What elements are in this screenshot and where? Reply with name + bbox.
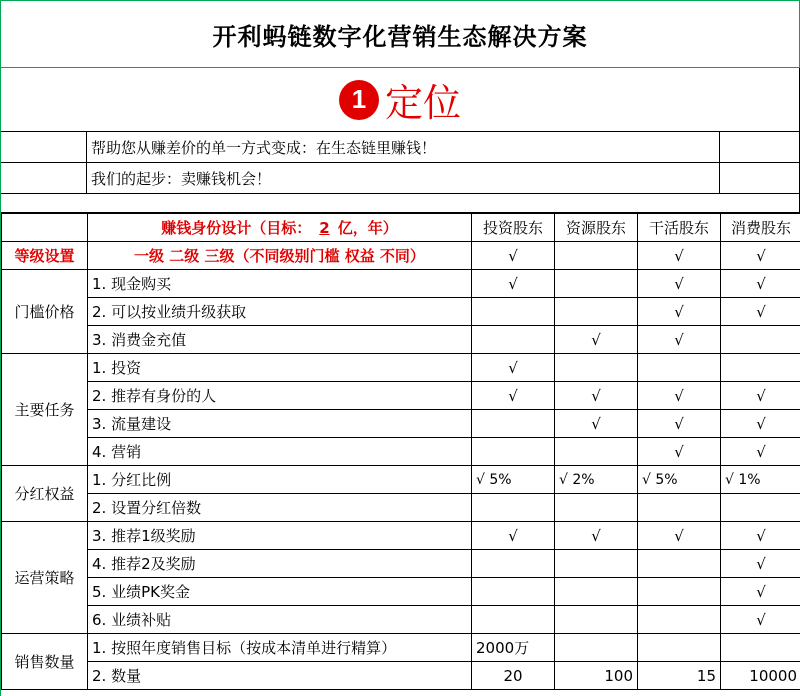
item-label[interactable]: 4. 推荐2及奖励: [88, 550, 472, 578]
check-cell[interactable]: √: [555, 522, 638, 550]
check-cell[interactable]: √: [721, 550, 800, 578]
check-cell[interactable]: [472, 326, 555, 354]
level-label[interactable]: 等级设置: [2, 242, 88, 270]
check-cell[interactable]: √: [472, 270, 555, 298]
blank-cell[interactable]: [555, 634, 638, 662]
intro-row-2: [1, 163, 800, 194]
check-cell[interactable]: [472, 578, 555, 606]
sales-target-value[interactable]: 2000万: [472, 634, 555, 662]
table-row: [2, 438, 800, 466]
check-cell[interactable]: [638, 354, 721, 382]
table-row: [2, 494, 800, 522]
header-blank-cell[interactable]: [2, 214, 88, 242]
level-mark[interactable]: √: [638, 242, 721, 270]
section-header: [1, 68, 800, 132]
dividend-ratio-cell[interactable]: √ 1%: [721, 466, 800, 494]
check-cell[interactable]: [555, 494, 638, 522]
check-cell[interactable]: [721, 326, 800, 354]
check-cell[interactable]: [555, 354, 638, 382]
column-header-2[interactable]: 资源股东: [555, 214, 638, 242]
level-text[interactable]: 一级 二级 三级（不同级别门槛 权益 不同）: [88, 242, 472, 270]
check-cell[interactable]: √: [638, 382, 721, 410]
check-cell[interactable]: √: [638, 410, 721, 438]
design-title-part: 赚钱身份设计（目标：: [161, 219, 312, 237]
item-label[interactable]: 2. 设置分红倍数: [88, 494, 472, 522]
design-title-cell[interactable]: [88, 214, 472, 242]
table-row: [2, 298, 800, 326]
check-cell[interactable]: [472, 410, 555, 438]
sheet-title: 开利蚂链数字化营销生态解决方案: [1, 1, 800, 68]
table-row: [2, 270, 800, 298]
check-cell[interactable]: √: [638, 438, 721, 466]
item-label[interactable]: 2. 推荐有身份的人: [88, 382, 472, 410]
check-cell[interactable]: √: [472, 522, 555, 550]
check-cell[interactable]: √: [555, 382, 638, 410]
check-cell[interactable]: [472, 494, 555, 522]
dividend-ratio-cell[interactable]: √ 2%: [555, 466, 638, 494]
intro-blank-cell[interactable]: [1, 132, 87, 162]
check-cell[interactable]: √: [721, 382, 800, 410]
check-cell[interactable]: [472, 550, 555, 578]
check-cell[interactable]: [721, 494, 800, 522]
sales-row-1: [2, 634, 800, 662]
section-title: 定位: [384, 81, 461, 125]
check-cell[interactable]: [472, 298, 555, 326]
design-title-part: 亿，年）: [337, 219, 398, 237]
check-cell[interactable]: [555, 550, 638, 578]
check-cell[interactable]: √: [721, 298, 800, 326]
intro-blank-cell[interactable]: [720, 132, 800, 162]
spacer-row[interactable]: [1, 194, 800, 213]
design-target-value: 2: [319, 219, 330, 237]
item-label[interactable]: 1. 现金购买: [88, 270, 472, 298]
dividend-ratio-cell[interactable]: √ 5%: [638, 466, 721, 494]
item-label[interactable]: 3. 消费金充值: [88, 326, 472, 354]
item-label[interactable]: 3. 推荐1级奖励: [88, 522, 472, 550]
check-cell[interactable]: [555, 578, 638, 606]
table-row: [2, 354, 800, 382]
check-cell[interactable]: √: [721, 270, 800, 298]
check-cell[interactable]: [472, 438, 555, 466]
category-label[interactable]: 主要任务: [2, 354, 88, 466]
level-mark[interactable]: [555, 242, 638, 270]
check-cell[interactable]: √: [555, 326, 638, 354]
blank-cell[interactable]: [638, 634, 721, 662]
check-cell[interactable]: √: [638, 326, 721, 354]
intro-text-2[interactable]: 我们的起步：卖赚钱机会！: [87, 163, 720, 193]
level-mark[interactable]: √: [472, 242, 555, 270]
quantity-cell[interactable]: 100: [555, 662, 638, 690]
sales-item-1[interactable]: 1. 按照年度销售目标（按成本清单进行精算）: [88, 634, 472, 662]
check-cell[interactable]: [555, 606, 638, 634]
quantity-cell[interactable]: 10000: [721, 662, 800, 690]
check-cell[interactable]: [638, 550, 721, 578]
table-row: [2, 466, 800, 494]
item-label[interactable]: 2. 可以按业绩升级获取: [88, 298, 472, 326]
check-cell[interactable]: √: [638, 298, 721, 326]
dividend-ratio-cell[interactable]: √ 5%: [472, 466, 555, 494]
intro-blank-cell[interactable]: [720, 163, 800, 193]
check-cell[interactable]: [721, 354, 800, 382]
intro-row-1: [1, 132, 800, 163]
column-header-1[interactable]: 投资股东: [472, 214, 555, 242]
level-mark[interactable]: √: [721, 242, 800, 270]
check-cell[interactable]: [638, 494, 721, 522]
sales-item-2[interactable]: 2. 数量: [88, 662, 472, 690]
table-row: [2, 410, 800, 438]
check-cell[interactable]: √: [638, 270, 721, 298]
item-label[interactable]: 1. 分红比例: [88, 466, 472, 494]
item-label[interactable]: 6. 业绩补贴: [88, 606, 472, 634]
category-label[interactable]: 门槛价格: [2, 270, 88, 354]
category-label[interactable]: 运营策略: [2, 522, 88, 634]
column-header-4[interactable]: 消费股东: [721, 214, 800, 242]
identity-table: [1, 213, 800, 690]
check-cell[interactable]: √: [721, 606, 800, 634]
item-label[interactable]: 1. 投资: [88, 354, 472, 382]
sales-row-2: [2, 662, 800, 690]
table-header-row: [2, 214, 800, 242]
check-cell[interactable]: [638, 578, 721, 606]
intro-text-1[interactable]: 帮助您从赚差价的单一方式变成：在生态链里赚钱！: [87, 132, 720, 162]
column-header-3[interactable]: 干活股东: [638, 214, 721, 242]
table-row: [2, 326, 800, 354]
quantity-cell[interactable]: 20: [472, 662, 555, 690]
check-cell[interactable]: √: [555, 410, 638, 438]
category-label[interactable]: 分红权益: [2, 466, 88, 522]
check-cell[interactable]: √: [472, 382, 555, 410]
blank-cell[interactable]: [721, 634, 800, 662]
table-row: [2, 578, 800, 606]
table-row: [2, 522, 800, 550]
check-cell[interactable]: √: [721, 410, 800, 438]
item-label[interactable]: 4. 营销: [88, 438, 472, 466]
sales-label[interactable]: 销售数量: [2, 634, 88, 690]
level-row: [2, 242, 800, 270]
check-cell[interactable]: √: [638, 522, 721, 550]
check-cell[interactable]: [638, 606, 721, 634]
check-cell[interactable]: [555, 298, 638, 326]
table-row: [2, 382, 800, 410]
check-cell[interactable]: √: [472, 354, 555, 382]
check-cell[interactable]: √: [721, 522, 800, 550]
check-cell[interactable]: √: [721, 438, 800, 466]
item-label[interactable]: 5. 业绩PK奖金: [88, 578, 472, 606]
item-label[interactable]: 3. 流量建设: [88, 410, 472, 438]
intro-blank-cell[interactable]: [1, 163, 87, 193]
check-cell[interactable]: [555, 270, 638, 298]
check-cell[interactable]: √: [721, 578, 800, 606]
table-row: [2, 606, 800, 634]
quantity-cell[interactable]: 15: [638, 662, 721, 690]
check-cell[interactable]: [555, 438, 638, 466]
table-row: [2, 550, 800, 578]
check-cell[interactable]: [472, 606, 555, 634]
section-number-badge: 1: [339, 80, 379, 120]
